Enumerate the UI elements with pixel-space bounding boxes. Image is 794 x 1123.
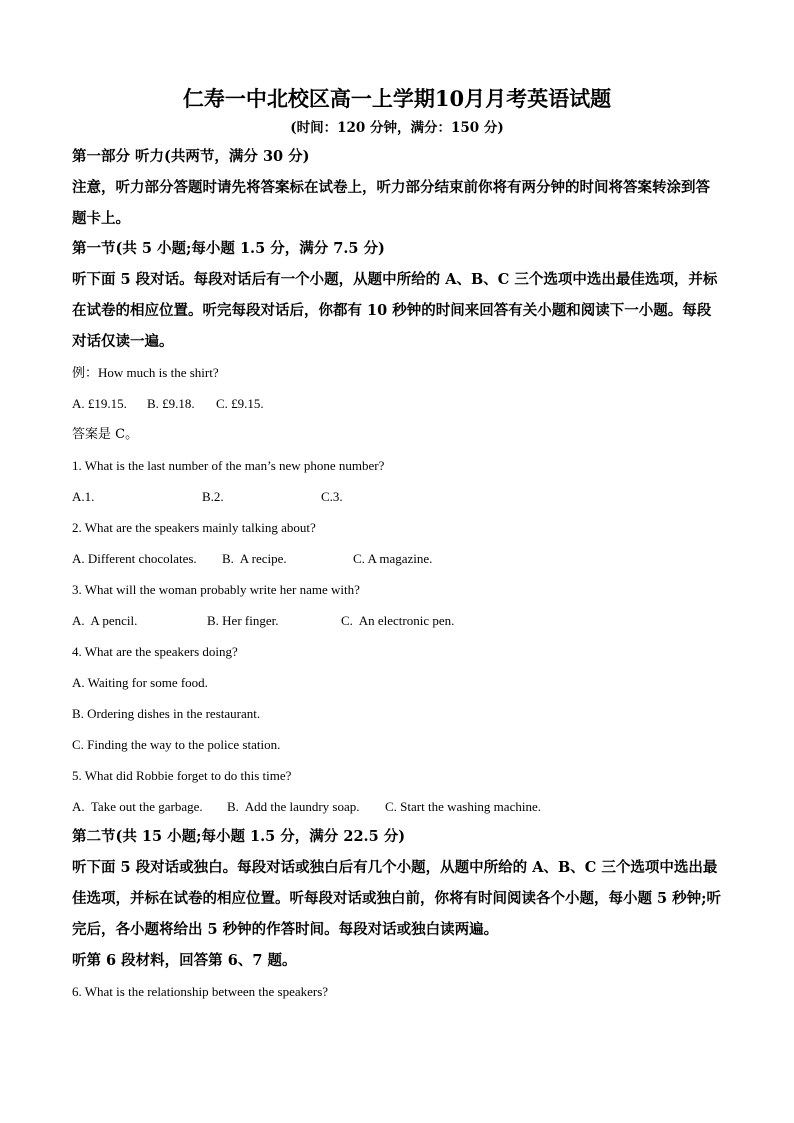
- q1-option-b: B.2.: [202, 489, 224, 504]
- section1-heading: 第一节(共 5 小题;每小题 1.5 分，满分 7.5 分): [72, 240, 385, 257]
- exam-subtitle: (时间：120 分钟，满分：150 分): [290, 120, 504, 136]
- q5-option-a: A. Take out the garbage.: [72, 799, 203, 814]
- material6-heading: 听第 6 段材料，回答第 6、7 题。: [72, 952, 297, 969]
- question-3-stem: 3. What will the woman probably write her name with?: [72, 582, 360, 597]
- example-option-b: B. £9.18.: [147, 396, 195, 411]
- section1-instructions: 听下面 5 段对话。每段对话后有一个小题，从题中所给的 A、B、C 三个选项中选出最佳选项，并标在试卷的相应位置。听完每段对话后，你都有 10 秒钟的时间来回答有关小题和阅读下一小题。每段对话仅读一遍。: [72, 271, 718, 350]
- q5-option-c: C. Start the washing machine.: [385, 799, 541, 814]
- section2-heading: 第二节(共 15 小题;每小题 1.5 分，满分 22.5 分): [72, 828, 406, 845]
- exam-title: 仁寿一中北校区高一上学期10月月考英语试题: [182, 86, 612, 111]
- question-5-stem: 5. What did Robbie forget to do this time?: [72, 768, 292, 783]
- q4-option-b: B. Ordering dishes in the restaurant.: [72, 706, 261, 721]
- section2-instructions: 听下面 5 段对话或独白。每段对话或独白后有几个小题，从题中所给的 A、B、C 三个选项中选出最佳选项，并标在试卷的相应位置。听每段对话或独白前，你将有时间阅读各个小题，每小题 5 秒钟;听完后，各小题将给出 5 秒钟的作答时间。每段对话或独白读两遍。: [72, 859, 722, 938]
- question-5-options: [72, 791, 722, 822]
- example-options: [72, 388, 722, 419]
- q2-option-b: B. A recipe.: [222, 551, 287, 566]
- question-2-stem: 2. What are the speakers mainly talking about?: [72, 520, 316, 535]
- notice-text: 注意，听力部分答题时请先将答案标在试卷上，听力部分结束前你将有两分钟的时间将答案转涂到答题卡上。: [72, 179, 710, 227]
- example-answer: 答案是 C。: [72, 427, 139, 442]
- q2-option-c: C. A magazine.: [353, 551, 433, 566]
- question-1-options: [72, 481, 722, 512]
- example-question: 例：How much is the shirt?: [72, 365, 219, 380]
- question-6-stem: 6. What is the relationship between the speakers?: [72, 984, 329, 999]
- q4-option-a: A. Waiting for some food.: [72, 675, 208, 690]
- q1-option-a: A.1.: [72, 489, 95, 504]
- q4-option-c: C. Finding the way to the police station.: [72, 737, 281, 752]
- question-4-stem: 4. What are the speakers doing?: [72, 644, 238, 659]
- q3-option-c: C. An electronic pen.: [341, 613, 455, 628]
- example-option-a: A. £19.15.: [72, 396, 127, 411]
- exam-page: [72, 82, 722, 1007]
- question-1-stem: 1. What is the last number of the man’s new phone number?: [72, 458, 385, 473]
- example-option-c: C. £9.15.: [216, 396, 264, 411]
- part1-heading: 第一部分 听力(共两节，满分 30 分): [72, 148, 310, 165]
- q3-option-b: B. Her finger.: [207, 613, 279, 628]
- q2-option-a: A. Different chocolates.: [72, 551, 197, 566]
- question-3-options: [72, 605, 722, 636]
- q1-option-c: C.3.: [321, 489, 343, 504]
- question-2-options: [72, 543, 722, 574]
- q5-option-b: B. Add the laundry soap.: [227, 799, 360, 814]
- q3-option-a: A. A pencil.: [72, 613, 138, 628]
